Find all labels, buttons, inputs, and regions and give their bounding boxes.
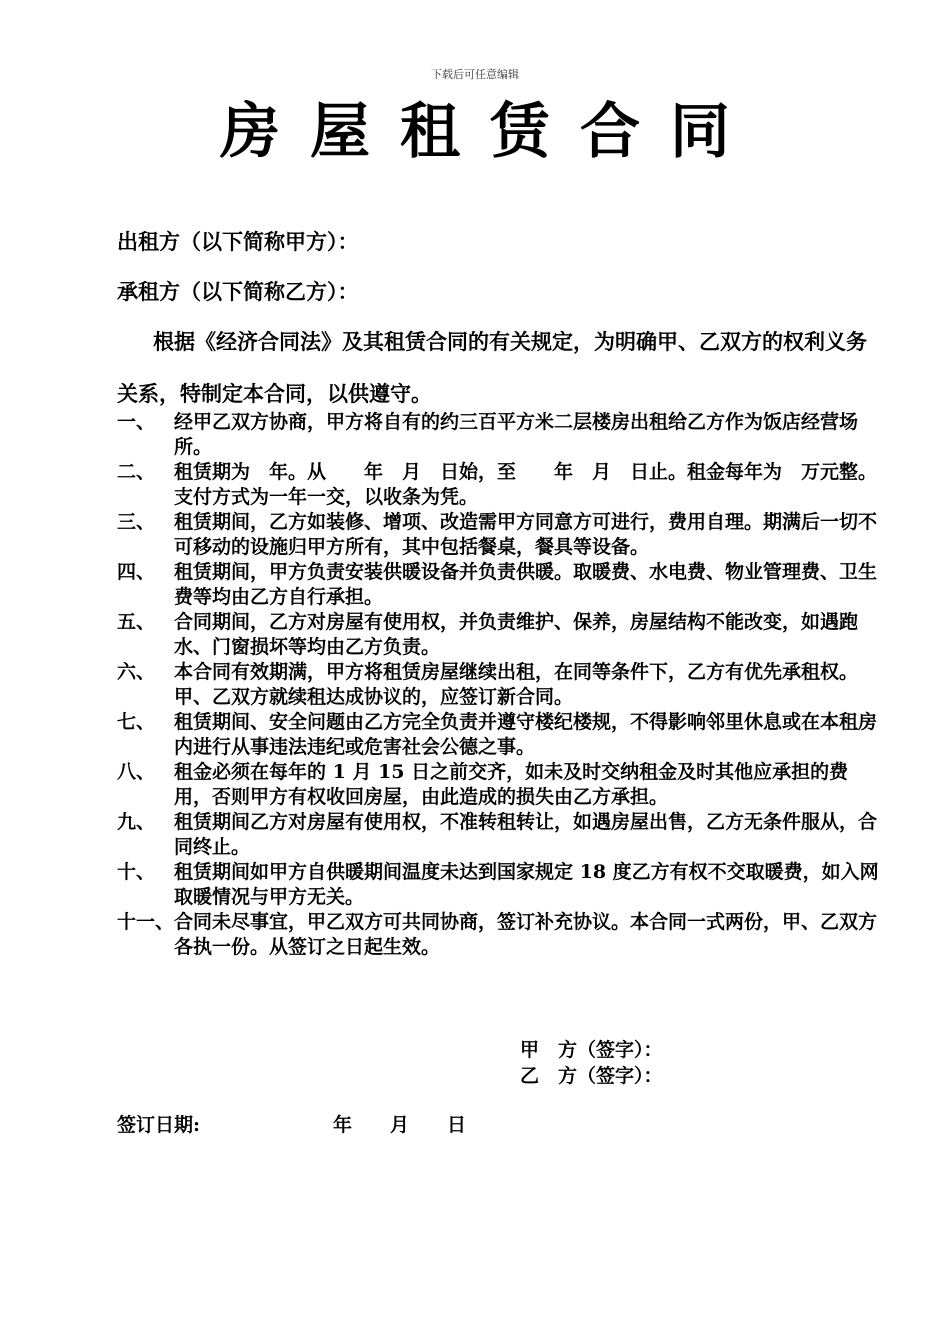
preamble-paragraph: 根据《经济合同法》及其租赁合同的有关规定，为明确甲、乙双方的权利义务关系，特制定本合同，以供遵守。 (117, 329, 867, 406)
clause-item (117, 710, 882, 760)
clause-number: 二、 (117, 461, 156, 483)
clause-item (117, 460, 882, 510)
clause-text: 租赁期为 年。从 年 月 日始，至 年 月 日止。租金每年为 万元整。支付方式为一年一交，以收条为凭。 (174, 461, 878, 508)
clause-text: 合同期间，乙方对房屋有使用权，并负责维护、保养，房屋结构不能改变，如遇跑水、门窗损坏等均由乙方负责。 (174, 611, 859, 658)
clause-item (117, 660, 882, 710)
clause-item (117, 610, 882, 660)
clause-number: 四、 (117, 561, 156, 583)
header-note: 下载后可任意编辑 (431, 68, 519, 81)
clause-text: 租金必须在每年的 1 月 15 日之前交齐，如未及时交纳租金及时其他应承担的费用，否则甲方有权收回房屋，由此造成的损失由乙方承担。 (174, 761, 849, 808)
clause-item (117, 860, 882, 910)
clause-item (117, 510, 882, 560)
clause-number: 九、 (117, 811, 156, 833)
clause-item (117, 560, 882, 610)
clause-text: 经甲乙双方协商，甲方将自有的约三百平方米二层楼房出租给乙方作为饭店经营场所。 (174, 411, 859, 458)
clause-number: 十一、 (117, 911, 175, 933)
clause-text: 租赁期间如甲方自供暖期间温度未达到国家规定 18 度乙方有权不交取暖费，如入网取暖情况与甲方无关。 (174, 861, 879, 908)
party-a-signature-line: 甲 方（签字）： (520, 1039, 663, 1061)
clause-item (117, 410, 882, 460)
clause-list (117, 410, 882, 960)
document-title: 房屋租赁合同 (220, 97, 760, 167)
lessee-label: 承租方（以下简称乙方）： (117, 279, 359, 304)
clause-number: 五、 (117, 611, 156, 633)
clause-number: 三、 (117, 511, 156, 533)
clause-text: 租赁期间，乙方如装修、增项、改造需甲方同意方可进行，费用自理。期满后一切不可移动的设施归甲方所有，其中包括餐桌，餐具等设备。 (174, 511, 878, 558)
clause-number: 七、 (117, 711, 156, 733)
clause-number: 十、 (117, 861, 156, 883)
clause-number: 一、 (117, 411, 156, 433)
clause-text: 租赁期间乙方对房屋有使用权，不准转租转让，如遇房屋出售，乙方无条件服从，合同终止。 (174, 811, 878, 858)
clause-number: 八、 (117, 761, 156, 783)
party-b-signature-line: 乙 方（签字）： (520, 1065, 663, 1087)
clause-item (117, 810, 882, 860)
clause-number: 六、 (117, 661, 156, 683)
clause-item (117, 760, 882, 810)
clause-text: 租赁期间，甲方负责安装供暖设备并负责供暖。取暖费、水电费、物业管理费、卫生费等均由乙方自行承担。 (174, 561, 878, 608)
clause-text: 合同未尽事宜，甲乙双方可共同协商，签订补充协议。本合同一式两份，甲、乙双方各执一份。从签订之日起生效。 (174, 911, 878, 958)
clause-text: 本合同有效期满，甲方将租赁房屋继续出租，在同等条件下，乙方有优先承租权。甲、乙双方就续租达成协议的，应签订新合同。 (174, 661, 859, 708)
signing-date-line: 签订日期: 年 月 日 (117, 1114, 467, 1136)
clause-text: 租赁期间、安全问题由乙方完全负责并遵守楼纪楼规，不得影响邻里休息或在本租房内进行从事违法违纪或危害社会公德之事。 (174, 711, 878, 758)
clause-item (117, 910, 882, 960)
lessor-label: 出租方（以下简称甲方）： (117, 229, 359, 254)
